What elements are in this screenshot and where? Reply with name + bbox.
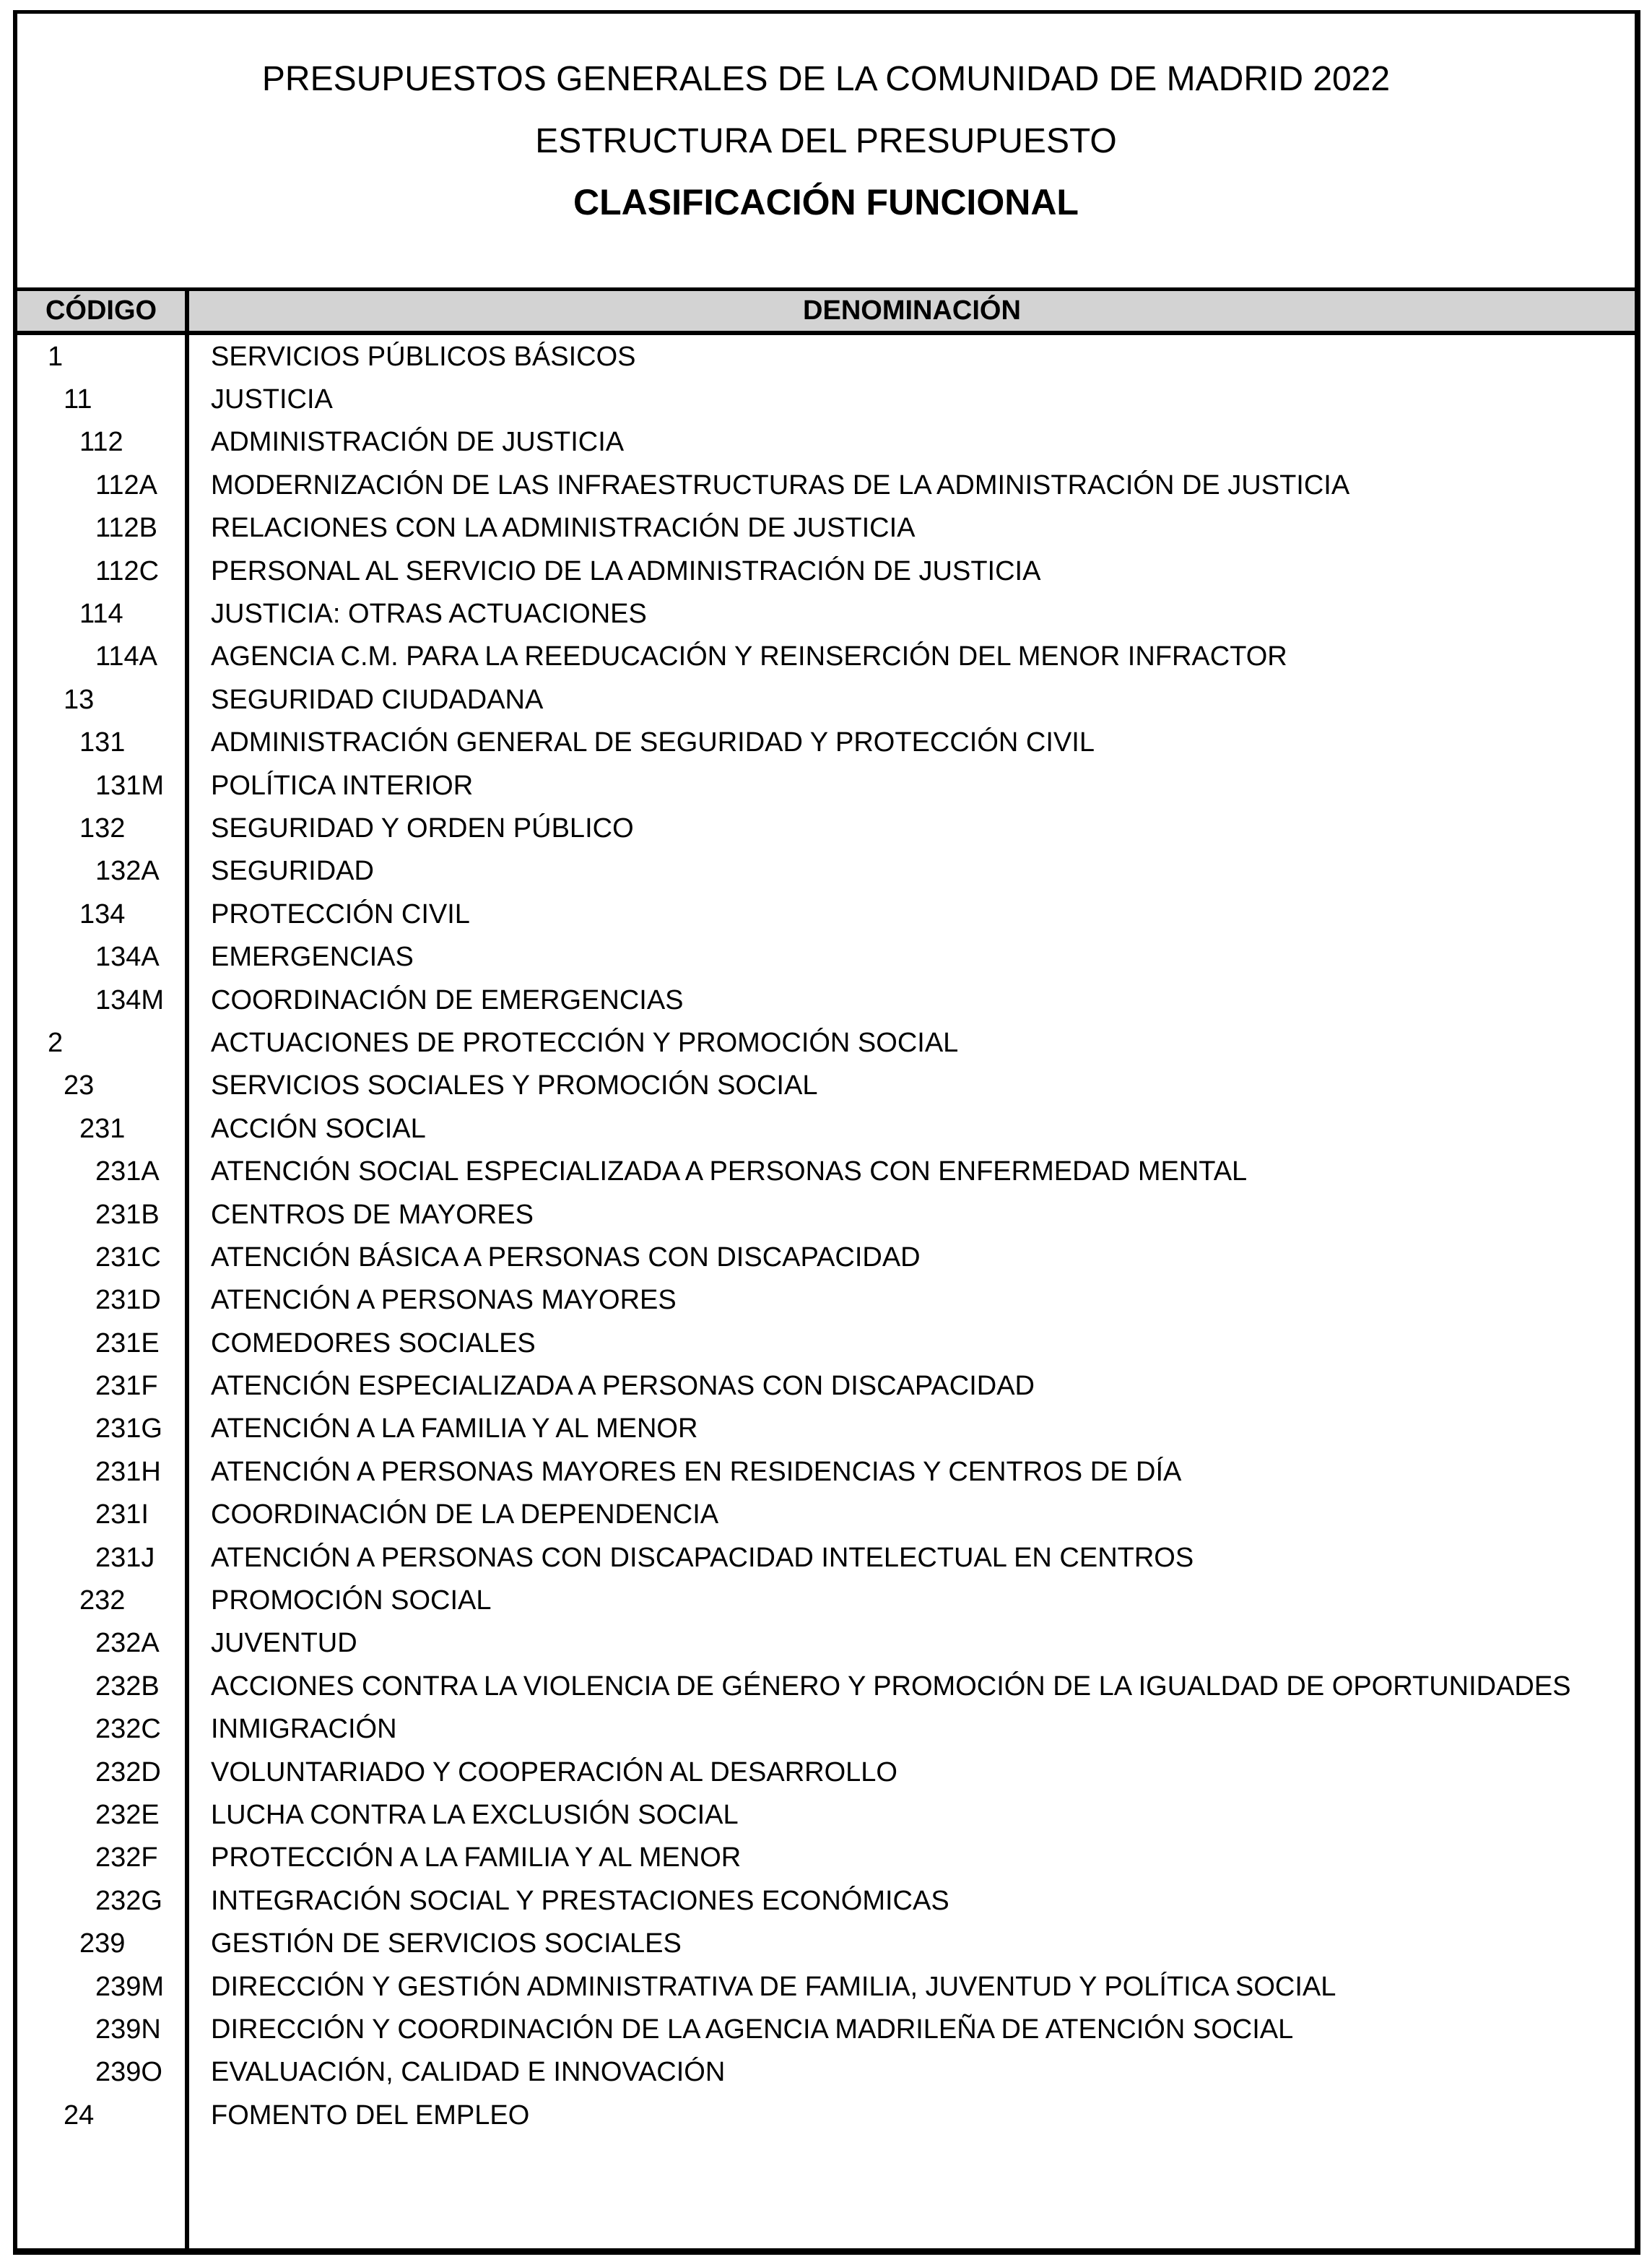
table-row xyxy=(17,335,1635,378)
row-denomination: SEGURIDAD CIUDADANA xyxy=(211,684,544,715)
row-code: 231J xyxy=(95,1542,155,1573)
table-row xyxy=(17,722,1635,764)
row-code: 231 xyxy=(79,1113,126,1144)
row-code: 239N xyxy=(95,2014,161,2045)
row-denomination: ATENCIÓN ESPECIALIZADA A PERSONAS CON DISCAPACIDAD xyxy=(211,1371,1035,1402)
row-denomination: EMERGENCIAS xyxy=(211,942,414,973)
document-title: PRESUPUESTOS GENERALES DE LA COMUNIDAD DE MADRID 2022 xyxy=(261,60,1391,98)
row-denomination: ATENCIÓN SOCIAL ESPECIALIZADA A PERSONAS CON ENFERMEDAD MENTAL xyxy=(211,1156,1248,1187)
row-code: 239 xyxy=(79,1928,126,1959)
table-row xyxy=(17,764,1635,807)
row-denomination: ATENCIÓN A LA FAMILIA Y AL MENOR xyxy=(211,1413,698,1444)
row-denomination: VOLUNTARIADO Y COOPERACIÓN AL DESARROLLO xyxy=(211,1756,897,1788)
row-code: 232D xyxy=(95,1756,161,1788)
table-rows xyxy=(17,335,1635,2136)
table-row xyxy=(17,935,1635,978)
row-denomination: CENTROS DE MAYORES xyxy=(211,1199,534,1230)
table-row xyxy=(17,1579,1635,1621)
row-denomination: PROTECCIÓN CIVIL xyxy=(211,898,470,930)
row-denomination: PROTECCIÓN A LA FAMILIA Y AL MENOR xyxy=(211,1842,742,1873)
row-code: 231D xyxy=(95,1285,161,1316)
column-header-denominacion: DENOMINACIÓN xyxy=(803,295,1021,326)
row-denomination: EVALUACIÓN, CALIDAD E INNOVACIÓN xyxy=(211,2057,726,2088)
table-row xyxy=(17,2094,1635,2136)
row-code: 232E xyxy=(95,1799,160,1830)
row-code: 231B xyxy=(95,1199,160,1230)
table-row xyxy=(17,636,1635,678)
row-code: 231E xyxy=(95,1327,160,1358)
table-row xyxy=(17,1065,1635,1107)
row-code: 112B xyxy=(95,513,157,544)
row-code: 132 xyxy=(79,812,126,844)
row-denomination: INMIGRACIÓN xyxy=(211,1714,397,1745)
row-code: 232G xyxy=(95,1885,162,1916)
row-code: 24 xyxy=(64,2100,95,2131)
table-row xyxy=(17,1708,1635,1751)
row-code: 232F xyxy=(95,1842,158,1873)
table-row xyxy=(17,1150,1635,1192)
row-code: 1 xyxy=(48,341,64,372)
row-code: 114 xyxy=(79,599,123,630)
row-code: 232 xyxy=(79,1585,126,1616)
table-row xyxy=(17,979,1635,1021)
table-row xyxy=(17,850,1635,893)
row-code: 23 xyxy=(64,1070,95,1101)
table-row xyxy=(17,1450,1635,1493)
row-denomination: ADMINISTRACIÓN GENERAL DE SEGURIDAD Y PROTECCIÓN CIVIL xyxy=(211,727,1095,758)
row-denomination: LUCHA CONTRA LA EXCLUSIÓN SOCIAL xyxy=(211,1799,739,1830)
table-row xyxy=(17,1322,1635,1364)
row-denomination: ACCIÓN SOCIAL xyxy=(211,1113,426,1144)
row-code: 232B xyxy=(95,1670,160,1702)
table-row xyxy=(17,1236,1635,1278)
row-denomination: ATENCIÓN A PERSONAS MAYORES EN RESIDENCIAS Y CENTROS DE DÍA xyxy=(211,1456,1182,1487)
table-row xyxy=(17,1965,1635,2008)
row-denomination: FOMENTO DEL EMPLEO xyxy=(211,2100,530,2131)
row-code: 132A xyxy=(95,856,160,887)
row-denomination: SEGURIDAD Y ORDEN PÚBLICO xyxy=(211,812,634,844)
table-row xyxy=(17,1279,1635,1322)
row-code: 231G xyxy=(95,1413,162,1444)
row-denomination: ATENCIÓN A PERSONAS MAYORES xyxy=(211,1285,677,1316)
table-row xyxy=(17,1408,1635,1450)
row-code: 112C xyxy=(95,555,160,586)
row-code: 231I xyxy=(95,1499,149,1530)
row-denomination: COMEDORES SOCIALES xyxy=(211,1327,536,1358)
table-row xyxy=(17,1837,1635,1879)
row-code: 232C xyxy=(95,1714,161,1745)
row-code: 231H xyxy=(95,1456,161,1487)
row-denomination: JUSTICIA xyxy=(211,384,333,415)
table-row xyxy=(17,1536,1635,1579)
row-code: 239M xyxy=(95,1971,165,2002)
row-denomination: COORDINACIÓN DE LA DEPENDENCIA xyxy=(211,1499,719,1530)
row-denomination: ADMINISTRACIÓN DE JUSTICIA xyxy=(211,427,625,458)
row-denomination: ATENCIÓN A PERSONAS CON DISCAPACIDAD INTELECTUAL EN CENTROS xyxy=(211,1542,1194,1573)
row-denomination: SERVICIOS PÚBLICOS BÁSICOS xyxy=(211,341,636,372)
row-code: 134M xyxy=(95,984,165,1015)
table-row xyxy=(17,1665,1635,1707)
row-code: 231C xyxy=(95,1242,161,1273)
table-row xyxy=(17,592,1635,635)
table-row xyxy=(17,1107,1635,1150)
table-row xyxy=(17,550,1635,592)
row-code: 239O xyxy=(95,2057,162,2088)
title-block xyxy=(17,14,1635,287)
document-subtitle: ESTRUCTURA DEL PRESUPUESTO xyxy=(535,122,1117,160)
section-title: CLASIFICACIÓN FUNCIONAL xyxy=(573,182,1079,222)
table-row xyxy=(17,678,1635,721)
row-code: 114A xyxy=(95,641,157,672)
table-row xyxy=(17,807,1635,849)
table-row xyxy=(17,2008,1635,2050)
table-row xyxy=(17,421,1635,464)
row-denomination: PERSONAL AL SERVICIO DE LA ADMINISTRACIÓN DE JUSTICIA xyxy=(211,555,1041,586)
table-row xyxy=(17,464,1635,506)
table-row xyxy=(17,1879,1635,1922)
row-denomination: RELACIONES CON LA ADMINISTRACIÓN DE JUSTICIA xyxy=(211,513,916,544)
row-code: 231A xyxy=(95,1156,160,1187)
row-code: 112 xyxy=(79,427,123,458)
table-row xyxy=(17,1494,1635,1536)
table-row xyxy=(17,1922,1635,1964)
table-row xyxy=(17,1021,1635,1064)
row-code: 134A xyxy=(95,942,160,973)
row-denomination: ACTUACIONES DE PROTECCIÓN Y PROMOCIÓN SOCIAL xyxy=(211,1027,959,1058)
table-row xyxy=(17,1193,1635,1236)
row-denomination: SEGURIDAD xyxy=(211,856,374,887)
column-divider-line xyxy=(185,335,189,2248)
row-code: 112A xyxy=(95,469,157,500)
row-denomination: DIRECCIÓN Y GESTIÓN ADMINISTRATIVA DE FAMILIA, JUVENTUD Y POLÍTICA SOCIAL xyxy=(211,1971,1336,2002)
row-denomination: POLÍTICA INTERIOR xyxy=(211,770,474,801)
table-row xyxy=(17,1622,1635,1665)
table-row xyxy=(17,2051,1635,2094)
table-row xyxy=(17,1364,1635,1407)
row-denomination: JUSTICIA: OTRAS ACTUACIONES xyxy=(211,599,647,630)
row-denomination: MODERNIZACIÓN DE LAS INFRAESTRUCTURAS DE LA ADMINISTRACIÓN DE JUSTICIA xyxy=(211,469,1350,500)
page-border-frame xyxy=(13,10,1640,2255)
table-row xyxy=(17,378,1635,420)
row-denomination: ACCIONES CONTRA LA VIOLENCIA DE GÉNERO Y PROMOCIÓN DE LA IGUALDAD DE OPORTUNIDADES xyxy=(211,1670,1571,1702)
row-code: 131 xyxy=(79,727,126,758)
row-code: 2 xyxy=(48,1027,64,1058)
table-row xyxy=(17,507,1635,550)
row-denomination: PROMOCIÓN SOCIAL xyxy=(211,1585,492,1616)
column-header-codigo: CÓDIGO xyxy=(17,291,189,331)
row-denomination: GESTIÓN DE SERVICIOS SOCIALES xyxy=(211,1928,682,1959)
row-code: 232A xyxy=(95,1628,160,1659)
row-code: 231F xyxy=(95,1371,158,1402)
row-code: 131M xyxy=(95,770,165,801)
table-row xyxy=(17,1793,1635,1836)
row-denomination: INTEGRACIÓN SOCIAL Y PRESTACIONES ECONÓMICAS xyxy=(211,1885,949,1916)
table-body xyxy=(17,335,1635,2248)
table-header-row xyxy=(17,287,1635,335)
row-denomination: AGENCIA C.M. PARA LA REEDUCACIÓN Y REINSERCIÓN DEL MENOR INFRACTOR xyxy=(211,641,1287,672)
row-denomination: DIRECCIÓN Y COORDINACIÓN DE LA AGENCIA MADRILEÑA DE ATENCIÓN SOCIAL xyxy=(211,2014,1294,2045)
row-denomination: ATENCIÓN BÁSICA A PERSONAS CON DISCAPACIDAD xyxy=(211,1242,921,1273)
row-denomination: JUVENTUD xyxy=(211,1628,357,1659)
row-denomination: SERVICIOS SOCIALES Y PROMOCIÓN SOCIAL xyxy=(211,1070,818,1101)
row-code: 13 xyxy=(64,684,95,715)
row-code: 134 xyxy=(79,898,126,930)
table-row xyxy=(17,1751,1635,1793)
row-denomination: COORDINACIÓN DE EMERGENCIAS xyxy=(211,984,684,1015)
row-code: 11 xyxy=(64,384,92,415)
table-row xyxy=(17,893,1635,935)
